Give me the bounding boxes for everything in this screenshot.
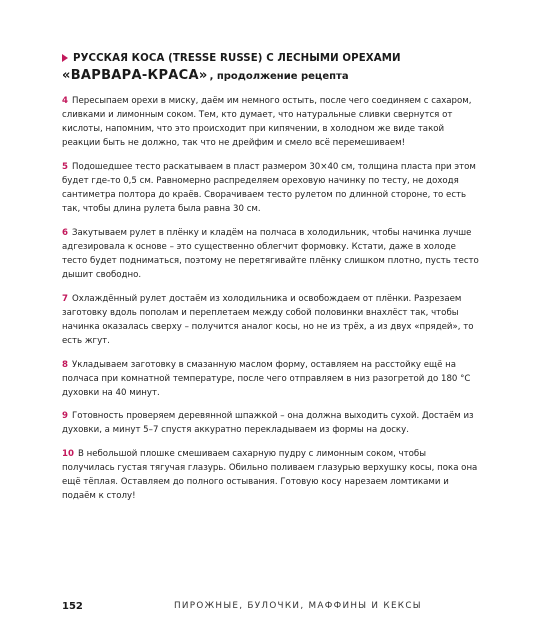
recipe-step: [62, 447, 480, 503]
step-number: 10: [62, 448, 74, 459]
recipe-step: [62, 160, 480, 216]
step-number: 8: [62, 359, 68, 370]
recipe-heading: [62, 51, 502, 83]
recipe-name: «ВАРВАРА-КРАСА»: [62, 68, 208, 83]
step-number: 7: [62, 293, 68, 304]
step-text: Укладываем заготовку в смазанную маслом форму, оставляем на расстойку ещё на полчаса при комнатной температуре, после чего отправляем в низ разогретой до 180 °С духовки на 40 минут.: [62, 359, 471, 398]
recipe-step: [62, 226, 480, 282]
step-text: Пересыпаем орехи в миску, даём им немного остыть, после чего соединяем с сахаром, сливками и лимонным соком. Тем, кто думает, что натуральные сливки свернутся от кислоты, напомним, что это происходит при кипячении, в холодном же виде такой реакции быть не должно, так что не дрейфим и смело всё перемешиваем!: [62, 96, 472, 149]
recipe-steps: [62, 94, 480, 513]
step-text: Охлаждённый рулет достаём из холодильника и освобождаем от плёнки. Разрезаем заготовку вдоль пополам и переплетаем между собой половинки внахлёст так, чтобы начинка оказалась сверху – получится аналог косы, но не из трёх, а из двух «прядей», то есть жгут.: [62, 293, 474, 346]
page-number: 152: [62, 600, 83, 612]
recipe-title-line2: [62, 68, 502, 83]
recipe-title-line1: [62, 51, 502, 65]
page-footer: [62, 599, 482, 613]
recipe-title-text: РУССКАЯ КОСА (TRESSE RUSSE) С ЛЕСНЫМИ ОРЕХАМИ: [73, 52, 401, 64]
step-text: Готовность проверяем деревянной шпажкой – она должна выходить сухой. Достаём из духовки, а минут 5–7 спустя аккуратно перекладываем из формы на доску.: [62, 411, 474, 436]
step-number: 4: [62, 96, 68, 106]
recipe-step: [62, 292, 480, 348]
recipe-step: [62, 94, 480, 150]
step-number: 9: [62, 411, 68, 422]
triangle-bullet-icon: [62, 54, 68, 62]
recipe-step: [62, 358, 480, 400]
recipe-continuation-note: , продолжение рецепта: [209, 71, 349, 82]
step-number: 6: [62, 227, 68, 238]
step-text: В небольшой плошке смешиваем сахарную пудру с лимонным соком, чтобы получилась густая тягучая глазурь. Обильно поливаем глазурью верхушку косы, пока она ещё тёплая. Оставляем до полного остывания. Готовую косу нарезаем ломтиками и подаём к столу!: [62, 448, 478, 502]
recipe-step: [62, 409, 480, 437]
step-text: Подошедшее тесто раскатываем в пласт размером 30×40 см, толщина пласта при этом будет где-то 0,5 см. Равномерно распределяем ореховую начинку по тесту, не доходя сантиметра полтора до краёв. Сворачиваем тесто рулетом по длинной стороне, то есть так, чтобы длина рулета была равна 30 см.: [62, 161, 476, 215]
running-head: ПИРОЖНЫЕ, БУЛОЧКИ, МАФФИНЫ И КЕКСЫ: [174, 601, 422, 611]
step-number: 5: [62, 161, 68, 172]
step-text: Закутываем рулет в плёнку и кладём на полчаса в холодильник, чтобы начинка лучше адгезировала к основе – это существенно облегчит формовку. Кстати, даже в холоде тесто будет подниматься, поэтому не перетягивайте плёнку слишком плотно, пусть тесто дышит свободно.: [62, 227, 479, 281]
